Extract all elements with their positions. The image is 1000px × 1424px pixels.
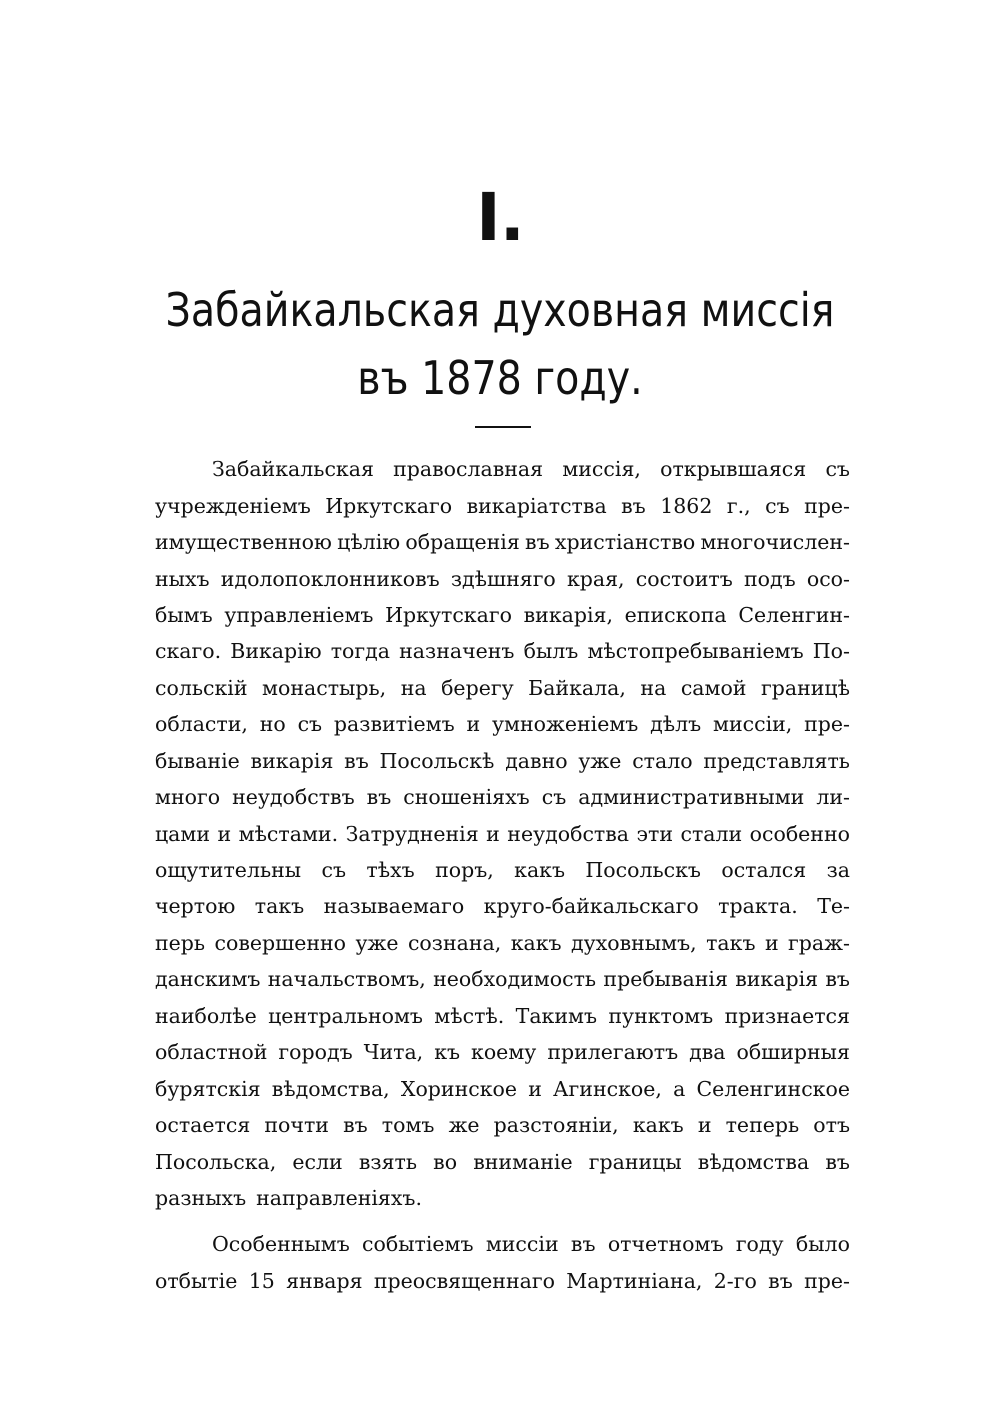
word: подъ bbox=[744, 566, 796, 591]
word: сношеніяхъ bbox=[403, 785, 530, 810]
word: викарія bbox=[735, 967, 819, 992]
word: ныхъ bbox=[155, 566, 210, 591]
word: Викарію bbox=[230, 639, 322, 664]
word: пребыванія bbox=[603, 967, 728, 992]
paragraph-gap bbox=[155, 1216, 850, 1226]
word: и bbox=[528, 1076, 542, 1101]
text-line bbox=[155, 888, 850, 924]
word: бываніе bbox=[155, 748, 240, 773]
paragraph bbox=[155, 451, 850, 1216]
text-line bbox=[155, 961, 850, 997]
word: берегу bbox=[441, 675, 514, 700]
word: городъ bbox=[278, 1040, 353, 1065]
word: чертою bbox=[155, 894, 236, 919]
word: наиболѣе bbox=[155, 1003, 257, 1028]
word: пре- bbox=[804, 493, 850, 518]
word: въ bbox=[525, 530, 550, 555]
word: сольскій bbox=[155, 675, 248, 700]
word: бурятскія bbox=[155, 1076, 261, 1101]
word: въ bbox=[621, 493, 646, 518]
word: и bbox=[217, 821, 232, 846]
word: какъ bbox=[510, 930, 562, 955]
text-line bbox=[155, 706, 850, 742]
text-line bbox=[155, 998, 850, 1034]
word: прилегаютъ bbox=[547, 1040, 679, 1065]
chapter-title-line-2: въ 1878 году. bbox=[357, 351, 643, 405]
word: представлять bbox=[703, 748, 850, 773]
word: Чита, bbox=[363, 1040, 424, 1065]
text-line bbox=[155, 1143, 850, 1179]
word: совершенно bbox=[214, 930, 347, 955]
word: данскимъ bbox=[155, 967, 261, 992]
text-line bbox=[155, 1180, 850, 1216]
word: но bbox=[259, 712, 286, 737]
word: взять bbox=[358, 1149, 418, 1174]
word: тракта. bbox=[718, 894, 798, 919]
word: вѣдомства bbox=[697, 1149, 810, 1174]
word: Особеннымъ bbox=[212, 1232, 350, 1257]
word: пре- bbox=[804, 1268, 850, 1293]
word: уже bbox=[578, 748, 622, 773]
word: эти bbox=[636, 821, 673, 846]
word: открывшаяся bbox=[660, 457, 807, 482]
word: остается bbox=[155, 1113, 251, 1138]
word: давно bbox=[505, 748, 568, 773]
word: много bbox=[155, 785, 221, 810]
text-line bbox=[155, 597, 850, 633]
word: христіанство bbox=[554, 530, 696, 555]
body-text bbox=[155, 451, 850, 1299]
word: идолопоклонниковъ bbox=[220, 566, 440, 591]
word: уже bbox=[355, 930, 399, 955]
word: православная bbox=[393, 457, 544, 482]
word: какъ bbox=[632, 1113, 684, 1138]
word: ощутительны bbox=[155, 858, 302, 883]
word: сознана, bbox=[407, 930, 502, 955]
text-line bbox=[155, 633, 850, 669]
word: въ bbox=[768, 1268, 793, 1293]
word: году bbox=[735, 1232, 784, 1257]
word: монастырь, bbox=[262, 675, 387, 700]
word: томъ bbox=[381, 1113, 435, 1138]
word: г., bbox=[726, 493, 751, 518]
word: въ bbox=[366, 785, 392, 810]
word: областной bbox=[155, 1040, 268, 1065]
word: центральномъ bbox=[268, 1003, 423, 1028]
word: 2-го bbox=[713, 1268, 757, 1293]
word: Мартиніана, bbox=[566, 1268, 703, 1293]
word: ли- bbox=[816, 785, 850, 810]
word: остался bbox=[721, 858, 807, 883]
word: неудобства bbox=[507, 821, 630, 846]
word: состоитъ bbox=[635, 566, 733, 591]
word: Забайкальская bbox=[212, 457, 374, 482]
word: Иркутскаго bbox=[385, 602, 512, 627]
text-line bbox=[155, 925, 850, 961]
word: границѣ bbox=[760, 675, 850, 700]
text-line bbox=[155, 743, 850, 779]
word: два bbox=[689, 1040, 726, 1065]
word: къ bbox=[434, 1040, 461, 1065]
word: обширныя bbox=[736, 1040, 850, 1065]
word: теперь bbox=[725, 1113, 800, 1138]
word: и bbox=[697, 1113, 712, 1138]
text-line bbox=[155, 524, 850, 560]
word: былъ bbox=[523, 639, 579, 664]
word: викарія, bbox=[523, 602, 613, 627]
word: миссіи, bbox=[713, 712, 793, 737]
word: такъ bbox=[706, 930, 756, 955]
text-line bbox=[155, 852, 850, 888]
word: такъ bbox=[254, 894, 305, 919]
word: коему bbox=[471, 1040, 537, 1065]
word: на bbox=[400, 675, 427, 700]
word: дѣлъ bbox=[650, 712, 702, 737]
word: стало bbox=[632, 748, 693, 773]
word: съ bbox=[765, 493, 790, 518]
word: многочислен- bbox=[700, 530, 850, 555]
word: цами bbox=[155, 821, 211, 846]
word: мѣстами. bbox=[238, 821, 339, 846]
word: бымъ bbox=[155, 602, 213, 627]
word: если bbox=[292, 1149, 343, 1174]
word: 1862 bbox=[660, 493, 713, 518]
word: признается bbox=[724, 1003, 850, 1028]
word: административными bbox=[578, 785, 805, 810]
word: Селенгин- bbox=[738, 602, 850, 627]
word: перь bbox=[155, 930, 206, 955]
word: и bbox=[486, 821, 500, 846]
word: викаріатства bbox=[466, 493, 607, 518]
word: на bbox=[640, 675, 667, 700]
word: въ bbox=[570, 1232, 596, 1257]
word: развитіемъ bbox=[333, 712, 455, 737]
text-line bbox=[155, 1263, 850, 1299]
word: разныхъ bbox=[155, 1185, 247, 1210]
text-line bbox=[155, 487, 850, 523]
word: направленіяхъ. bbox=[256, 1185, 422, 1210]
word: викарія bbox=[250, 748, 334, 773]
word: умноженіемъ bbox=[491, 712, 639, 737]
word: мѣстопребываніемъ bbox=[587, 639, 804, 664]
word: Селенгинское bbox=[696, 1076, 850, 1101]
text-line bbox=[155, 815, 850, 851]
word: и bbox=[466, 712, 481, 737]
text-line bbox=[155, 1070, 850, 1106]
word: въ bbox=[825, 967, 850, 992]
text-line bbox=[155, 560, 850, 596]
chapter-numeral: I. bbox=[476, 179, 524, 256]
word: преосвященнаго bbox=[373, 1268, 555, 1293]
word: почти bbox=[264, 1113, 329, 1138]
word: разстояніи, bbox=[493, 1113, 619, 1138]
text-line bbox=[155, 1226, 850, 1262]
word: края, bbox=[566, 566, 625, 591]
word: Такимъ bbox=[515, 1003, 597, 1028]
word: вниманіе bbox=[473, 1149, 573, 1174]
word: скаго. bbox=[155, 639, 222, 664]
paragraph bbox=[155, 1226, 850, 1299]
word: Посольскъ bbox=[585, 858, 701, 883]
word: отчетномъ bbox=[607, 1232, 724, 1257]
word: Иркутскаго bbox=[325, 493, 453, 518]
word: Посольска, bbox=[155, 1149, 277, 1174]
word: епископа bbox=[624, 602, 727, 627]
word: особенно bbox=[749, 821, 850, 846]
word: мѣстѣ. bbox=[434, 1003, 505, 1028]
title-divider-rule bbox=[475, 426, 531, 428]
word: имущественною bbox=[155, 530, 332, 555]
word: начальствомъ, bbox=[267, 967, 426, 992]
word: миссіи bbox=[485, 1232, 559, 1257]
word: во bbox=[433, 1149, 458, 1174]
word: съ bbox=[541, 785, 567, 810]
word: стали bbox=[680, 821, 743, 846]
text-line bbox=[155, 451, 850, 487]
word: съ bbox=[321, 858, 347, 883]
word: Затрудненія bbox=[345, 821, 479, 846]
word: же bbox=[448, 1113, 480, 1138]
word: въ bbox=[344, 748, 369, 773]
word: пре- bbox=[804, 712, 850, 737]
word: цѣлію bbox=[337, 530, 401, 555]
word: въ bbox=[825, 1149, 850, 1174]
word: необходимость bbox=[433, 967, 597, 992]
word: вѣдомства, bbox=[271, 1076, 390, 1101]
word: отбытіе bbox=[155, 1268, 238, 1293]
word: обращенія bbox=[405, 530, 520, 555]
word: Те- bbox=[817, 894, 850, 919]
word: осо- bbox=[806, 566, 850, 591]
word: и bbox=[764, 930, 779, 955]
word: а bbox=[673, 1076, 686, 1101]
word: поръ, bbox=[435, 858, 494, 883]
word: назначенъ bbox=[399, 639, 515, 664]
word: управленіемъ bbox=[224, 602, 374, 627]
word: здѣшняго bbox=[450, 566, 556, 591]
word: По- bbox=[812, 639, 850, 664]
word: духовнымъ, bbox=[571, 930, 697, 955]
word: учрежденіемъ bbox=[155, 493, 311, 518]
word: за bbox=[826, 858, 850, 883]
chapter-title-line-1: Забайкальская духовная миссія bbox=[165, 283, 835, 337]
word: Хоринское bbox=[400, 1076, 518, 1101]
text-line bbox=[155, 670, 850, 706]
word: отъ bbox=[813, 1113, 850, 1138]
word: было bbox=[795, 1232, 850, 1257]
word: границы bbox=[588, 1149, 682, 1174]
word: круго-байкальскаго bbox=[483, 894, 699, 919]
word: называемаго bbox=[323, 894, 465, 919]
word: тѣхъ bbox=[366, 858, 415, 883]
word: неудобствъ bbox=[232, 785, 355, 810]
word: какъ bbox=[514, 858, 566, 883]
word: событіемъ bbox=[362, 1232, 474, 1257]
word: съ bbox=[297, 712, 323, 737]
text-line bbox=[155, 1107, 850, 1143]
word: миссія, bbox=[562, 457, 641, 482]
word: тогда bbox=[330, 639, 390, 664]
text-line bbox=[155, 1034, 850, 1070]
word: граж- bbox=[788, 930, 850, 955]
word: Посольскѣ bbox=[379, 748, 495, 773]
word: января bbox=[286, 1268, 363, 1293]
word: Агинское, bbox=[553, 1076, 662, 1101]
word: пунктомъ bbox=[608, 1003, 714, 1028]
word: области, bbox=[155, 712, 248, 737]
word: 15 bbox=[248, 1268, 275, 1293]
word: самой bbox=[680, 675, 747, 700]
word: въ bbox=[343, 1113, 368, 1138]
word: съ bbox=[825, 457, 850, 482]
word: Байкала, bbox=[528, 675, 626, 700]
text-line bbox=[155, 779, 850, 815]
